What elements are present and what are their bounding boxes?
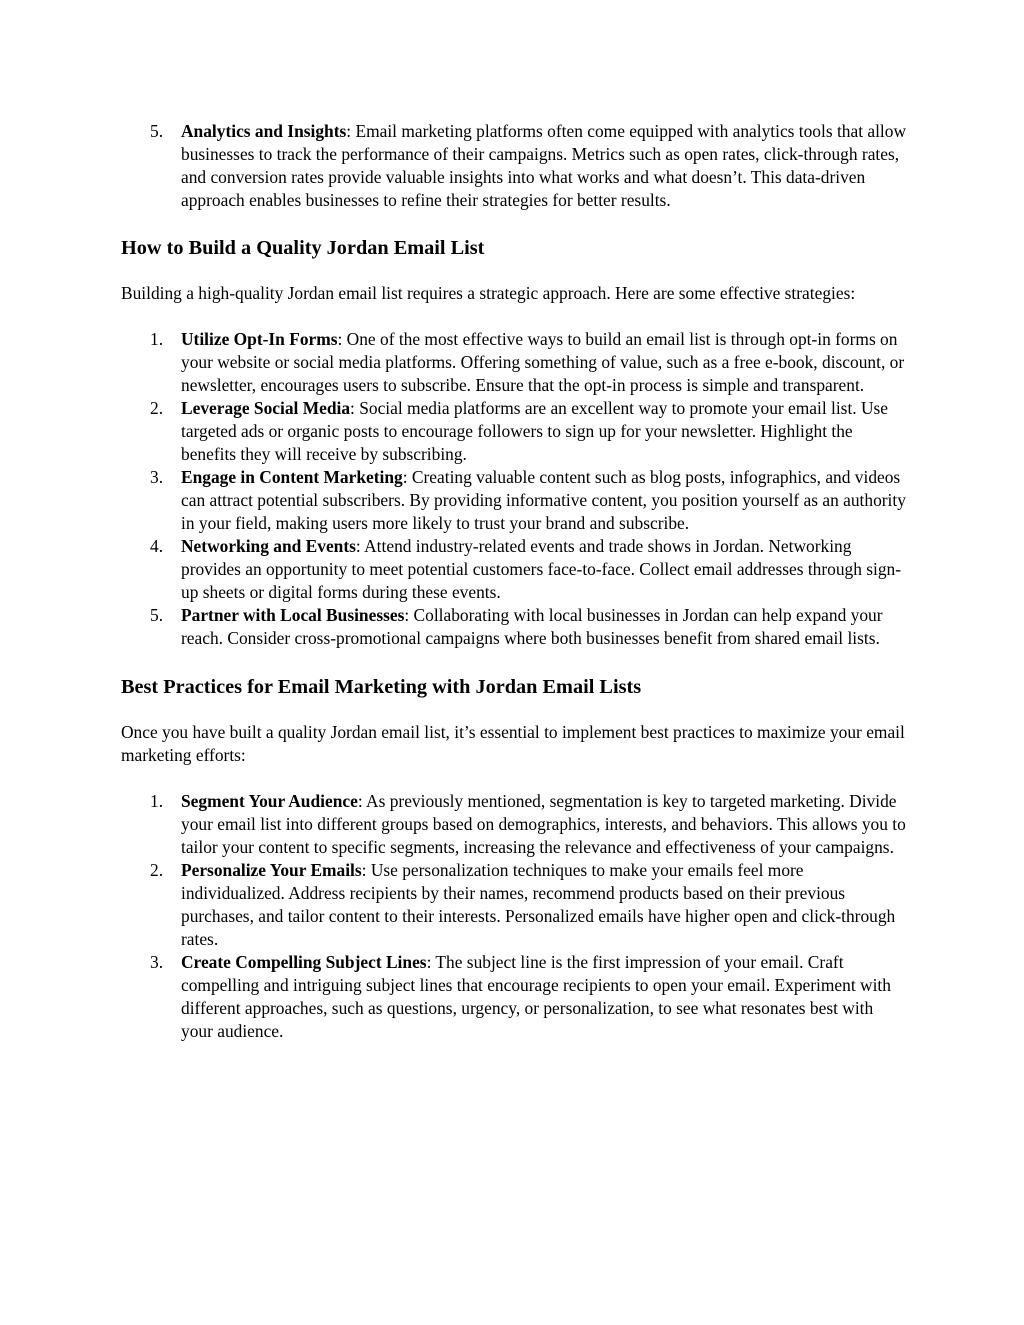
- list-item: [121, 790, 906, 859]
- list-item-term: Create Compelling Subject Lines: [181, 952, 427, 972]
- list-item-text: : Attend industry-related events and trade shows in Jordan. Networking provides an opportunity to meet potential customers face-to-face. Collect email addresses through sign-up sheets or digital forms during these events.: [181, 536, 902, 602]
- list-item-text: : Email marketing platforms often come equipped with analytics tools that allow businesses to track the performance of their campaigns. Metrics such as open rates, click-through rates, and conversion rates provide valuable insights into what works and what doesn’t. This data-driven approach enables businesses to refine their strategies for better results.: [181, 121, 907, 210]
- list-item: [121, 397, 906, 466]
- section-intro-best-practices: Once you have built a quality Jordan email list, it’s essential to implement best practices to maximize your email marketing efforts:: [121, 722, 905, 765]
- list-number: 3.: [150, 467, 164, 487]
- analytics-list: [121, 120, 906, 212]
- list-number: 5.: [150, 121, 164, 141]
- list-number: 4.: [150, 536, 164, 556]
- list-item-term: Engage in Content Marketing: [181, 467, 403, 487]
- section-intro-build-list: Building a high-quality Jordan email list requires a strategic approach. Here are some effective strategies:: [121, 283, 856, 303]
- list-item: [121, 120, 906, 212]
- list-item: [121, 951, 906, 1043]
- list-item: [121, 466, 906, 535]
- list-item-term: Segment Your Audience: [181, 791, 358, 811]
- list-number: 5.: [150, 605, 164, 625]
- list-number: 2.: [150, 398, 164, 418]
- list-item: [121, 604, 906, 650]
- list-item-term: Analytics and Insights: [181, 121, 347, 141]
- list-item: [121, 859, 906, 951]
- list-item-text: : Social media platforms are an excellent way to promote your email list. Use targeted ads or organic posts to encourage followers to sign up for your newsletter. Highlight the benefits they will receive by subscribing.: [181, 398, 889, 464]
- list-item-text: : The subject line is the first impression of your email. Craft compelling and intriguing subject lines that encourage recipients to open your email. Experiment with different approaches, such as questions, urgency, or personalization, to see what resonates best with your audience.: [181, 952, 891, 1041]
- list-item-term: Leverage Social Media: [181, 398, 351, 418]
- list-item-term: Networking and Events: [181, 536, 356, 556]
- list-number: 1.: [150, 329, 164, 349]
- list-number: 2.: [150, 860, 164, 880]
- section-heading-build-list: How to Build a Quality Jordan Email List: [121, 237, 485, 259]
- list-item-term: Partner with Local Businesses: [181, 605, 405, 625]
- build-list-strategies: [121, 328, 906, 650]
- list-item-text: : Collaborating with local businesses in Jordan can help expand your reach. Consider cross-promotional campaigns where both businesses benefit from shared email lists.: [181, 605, 883, 648]
- list-number: 3.: [150, 952, 164, 972]
- list-item-term: Utilize Opt-In Forms: [181, 329, 338, 349]
- list-item-term: Personalize Your Emails: [181, 860, 362, 880]
- best-practices-list: [121, 790, 906, 1043]
- list-item: [121, 535, 906, 604]
- list-item-text: : As previously mentioned, segmentation is key to targeted marketing. Divide your email list into different groups based on demographics, interests, and behaviors. This allows you to tailor your content to specific segments, increasing the relevance and effectiveness of your campaigns.: [181, 791, 906, 857]
- list-item-text: : Creating valuable content such as blog posts, infographics, and videos can attract potential subscribers. By providing informative content, you position yourself as an authority in your field, making users more likely to trust your brand and subscribe.: [181, 467, 906, 533]
- section-heading-best-practices: Best Practices for Email Marketing with Jordan Email Lists: [121, 676, 642, 698]
- list-item: [121, 328, 906, 397]
- list-number: 1.: [150, 791, 164, 811]
- document-page: [121, 120, 906, 1043]
- list-item-text: : Use personalization techniques to make your emails feel more individualized. Address recipients by their names, recommend products based on their previous purchases, and tailor content to their interests. Personalized emails have higher open and click-through rates.: [181, 860, 896, 949]
- list-item-text: : One of the most effective ways to build an email list is through opt-in forms on your website or social media platforms. Offering something of value, such as a free e-book, discount, or newsletter, encourages users to subscribe. Ensure that the opt-in process is simple and transparent.: [181, 329, 905, 395]
